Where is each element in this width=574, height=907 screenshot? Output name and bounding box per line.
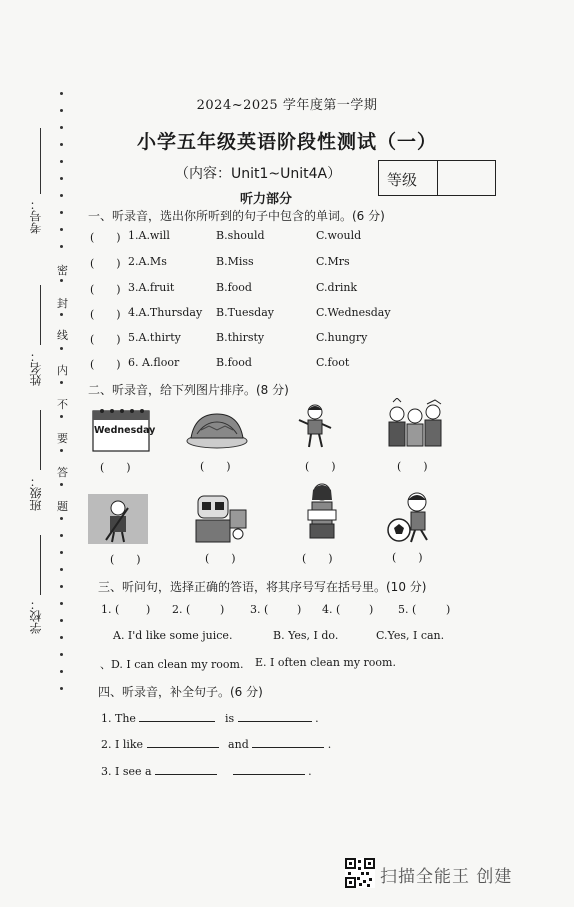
robot-picture — [188, 490, 248, 546]
binding-dot — [60, 415, 63, 418]
section3-heading: 三、听问句，选择正确的答语，将其序号写在括号里。(10 分) — [98, 580, 427, 594]
q3-number-5: 5. ( — [398, 603, 417, 616]
binding-dot — [60, 653, 63, 656]
binding-dot — [60, 636, 63, 639]
binding-dot — [60, 177, 63, 180]
sentence-end: . — [308, 765, 312, 778]
seal-char-4: 内 — [57, 364, 68, 377]
sentence-text: is — [224, 712, 235, 725]
sweeping-boy-picture — [88, 494, 148, 544]
option-c: C.foot — [316, 356, 350, 369]
binding-dot — [60, 568, 63, 571]
sentence-text: 1. The — [101, 712, 136, 725]
field-label-name: 姓名： — [29, 350, 43, 386]
field-line-name — [40, 285, 41, 345]
q3-close-1: ) — [146, 603, 151, 616]
option-b: B.food — [216, 356, 252, 369]
binding-dot — [60, 687, 63, 690]
boy-picture — [295, 402, 335, 450]
grade-box — [378, 160, 496, 196]
exam-title: 小学五年级英语阶段性测试（一） — [136, 131, 437, 153]
field-line-school — [40, 535, 41, 595]
q3-number-1: 1. ( — [101, 603, 120, 616]
picture-paren-1[interactable]: ( ) — [100, 461, 131, 474]
binding-dot — [60, 245, 63, 248]
answer-paren[interactable]: ( ) — [90, 257, 121, 270]
seal-char-7: 答 — [57, 466, 68, 479]
picture-paren-5[interactable]: ( ) — [110, 553, 141, 566]
answer-blank[interactable] — [155, 762, 217, 775]
answer-paren[interactable]: ( ) — [90, 231, 121, 244]
fill-sentence-2 — [101, 735, 331, 751]
section4-heading: 四、听录音，补全句子。(6 分) — [98, 685, 263, 699]
fill-sentence-1 — [101, 709, 319, 725]
listening-part-heading: 听力部分 — [240, 192, 293, 207]
football-boy-picture — [385, 488, 441, 544]
answer-blank[interactable] — [238, 709, 312, 722]
binding-dot — [60, 551, 63, 554]
q3-number-3: 3. ( — [250, 603, 269, 616]
girl-reading-picture — [302, 480, 344, 544]
binding-dot — [60, 228, 63, 231]
binding-dot — [60, 670, 63, 673]
sentence-text: 2. I like — [101, 738, 144, 751]
option-a: 2.A.Ms — [128, 255, 167, 268]
option-b: B.Tuesday — [216, 306, 274, 319]
binding-dot — [60, 619, 63, 622]
picture-paren-3[interactable]: ( ) — [305, 460, 336, 473]
exam-scope: （内容：Unit1~Unit4A） — [175, 166, 342, 182]
option-a: 3.A.fruit — [128, 281, 175, 294]
answer-blank[interactable] — [252, 735, 324, 748]
grade-label: 等级 — [387, 171, 418, 189]
seal-char-3: 线 — [57, 329, 68, 342]
binding-dot — [60, 449, 63, 452]
field-label-number: 考号： — [29, 198, 43, 234]
answer-option-b: B. Yes, I do. — [273, 629, 339, 642]
field-line-class — [40, 410, 41, 470]
binding-dot — [60, 602, 63, 605]
option-a: 1.A.will — [128, 229, 170, 242]
option-a: 5.A.thirty — [128, 331, 181, 344]
option-c: C.would — [316, 229, 362, 242]
answer-blank[interactable] — [233, 762, 305, 775]
seal-char-2: 封 — [57, 297, 68, 310]
calendar-text: Wednesday — [94, 425, 156, 436]
watermark-text: 扫描全能王 创建 — [380, 867, 513, 887]
answer-paren[interactable]: ( ) — [90, 308, 121, 321]
option-c: C.drink — [316, 281, 358, 294]
q3-close-5: ) — [446, 603, 451, 616]
sentence-text: 3. I see a — [101, 765, 152, 778]
option-c: C.Mrs — [316, 255, 350, 268]
answer-option-e: E. I often clean my room. — [255, 656, 396, 669]
sentence-end: . — [327, 738, 332, 751]
binding-dot — [60, 517, 63, 520]
sentence-end: . — [315, 712, 319, 725]
field-label-school: 学校： — [29, 598, 43, 634]
option-b: B.Miss — [216, 255, 254, 268]
answer-option-a: A. I'd like some juice. — [113, 629, 233, 642]
seal-char-6: 要 — [57, 432, 68, 445]
binding-dot — [60, 585, 63, 588]
option-b: B.food — [216, 281, 252, 294]
field-label-class: 班级： — [29, 475, 43, 511]
binding-dot — [60, 279, 63, 282]
section1-heading: 一、听录音，选出你所听到的句子中包含的单词。(6 分) — [88, 209, 385, 223]
calendar-picture — [92, 406, 156, 452]
q3-close-3: ) — [297, 603, 302, 616]
binding-dot — [60, 483, 63, 486]
picture-paren-7[interactable]: ( ) — [302, 552, 333, 565]
option-b: B.should — [216, 229, 265, 242]
option-c: C.hungry — [316, 331, 368, 344]
answer-paren[interactable]: ( ) — [90, 283, 121, 296]
people-group-picture — [383, 398, 447, 450]
q3-number-2: 2. ( — [172, 603, 191, 616]
option-b: B.thirsty — [216, 331, 265, 344]
binding-dot — [60, 160, 63, 163]
picture-paren-4[interactable]: ( ) — [397, 460, 428, 473]
answer-blank[interactable] — [139, 709, 215, 722]
q3-close-2: ) — [220, 603, 225, 616]
grade-box-divider — [437, 161, 438, 195]
binding-dot — [60, 313, 63, 316]
picture-paren-2[interactable]: ( ) — [200, 460, 231, 473]
option-c: C.Wednesday — [316, 306, 391, 319]
option-a: 4.A.Thursday — [128, 306, 203, 319]
qr-code-icon — [345, 858, 375, 888]
picture-paren-8[interactable]: ( ) — [392, 551, 423, 564]
answer-paren[interactable]: ( ) — [90, 358, 121, 371]
food-plate-picture — [185, 408, 249, 450]
q3-close-4: ) — [369, 603, 374, 616]
answer-option-d: 、D. I can clean my room. — [100, 658, 244, 671]
section2-heading: 二、听录音，给下列图片排序。(8 分) — [88, 383, 289, 397]
term-heading: 2024~2025 学年度第一学期 — [196, 98, 378, 113]
picture-paren-6[interactable]: ( ) — [205, 552, 236, 565]
binding-dot — [60, 534, 63, 537]
binding-dot — [60, 347, 63, 350]
binding-dot — [60, 194, 63, 197]
seal-char-8: 题 — [57, 500, 68, 513]
fill-sentence-3 — [101, 762, 312, 778]
q3-number-4: 4. ( — [322, 603, 341, 616]
binding-dot — [60, 381, 63, 384]
answer-blank[interactable] — [147, 735, 219, 748]
answer-paren[interactable]: ( ) — [90, 333, 121, 346]
seal-char-1: 密 — [57, 264, 68, 277]
binding-dots — [60, 92, 66, 692]
answer-option-c: C.Yes, I can. — [376, 629, 445, 642]
seal-char-5: 不 — [57, 398, 68, 411]
binding-dot — [60, 211, 63, 214]
sentence-text: and — [228, 738, 249, 751]
option-a: 6. A.floor — [128, 356, 180, 369]
